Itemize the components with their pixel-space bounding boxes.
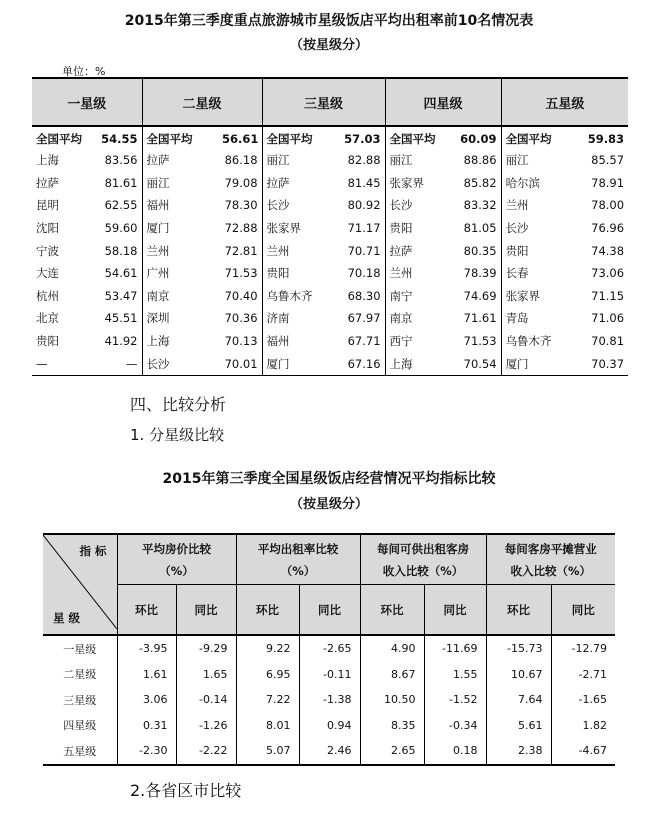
occupancy-value: 79.08 <box>224 175 258 190</box>
indicator-value: -9.29 <box>176 635 236 662</box>
indicator-value: -1.38 <box>299 687 360 713</box>
city-name: 丽江 <box>385 149 456 172</box>
occupancy-value: 88.86 <box>463 153 497 168</box>
indicator-value: -0.34 <box>424 713 486 739</box>
table-row <box>32 285 628 308</box>
city-name: 昆明 <box>36 198 59 213</box>
city-name: 福州 <box>262 330 342 353</box>
group-header-line2: （%） <box>159 563 194 578</box>
occupancy-value: 71.53 <box>463 334 497 349</box>
occupancy-value: 62.55 <box>104 198 138 213</box>
indicator-value: 3.06 <box>117 687 176 713</box>
indicator-value: 2.65 <box>360 738 424 765</box>
indicator-value: 0.18 <box>424 738 486 765</box>
table-row <box>32 330 628 353</box>
city-name: 哈尔滨 <box>501 172 586 195</box>
city-name: 张家界 <box>501 285 586 308</box>
city-name: 贵阳 <box>385 217 456 240</box>
city-name: 拉萨 <box>262 172 342 195</box>
indicator-value: 1.65 <box>176 662 236 688</box>
city-name: 深圳 <box>142 307 222 330</box>
corner-label-star: 星 级 <box>53 611 81 625</box>
city-name: 上海 <box>142 330 222 353</box>
indicator-value: 0.31 <box>117 713 176 739</box>
table-row <box>43 738 615 765</box>
city-name: 兰州 <box>142 239 222 262</box>
group-header-line1: 每间可供出租客房 <box>377 541 469 556</box>
occupancy-value: 85.57 <box>591 153 625 168</box>
table-row <box>32 352 628 375</box>
occupancy-value: 45.51 <box>104 311 138 326</box>
header-1-star: 一星级 <box>32 78 142 126</box>
city-name: 长沙 <box>385 194 456 217</box>
occupancy-value: 67.97 <box>347 311 381 326</box>
table2-header-row-1 <box>43 534 615 585</box>
city-name: 兰州 <box>385 262 456 285</box>
occupancy-value: 78.00 <box>591 198 625 213</box>
city-name: 厦门 <box>262 352 342 375</box>
subheader-yoy: 同比 <box>551 585 615 636</box>
occupancy-value: 70.18 <box>347 266 381 281</box>
city-name: 兰州 <box>501 194 586 217</box>
indicator-value: 4.90 <box>360 635 424 662</box>
indicator-value: -0.11 <box>299 662 360 688</box>
indicator-value: 0.94 <box>299 713 360 739</box>
city-name: 沈阳 <box>36 221 59 236</box>
header-5-star: 五星级 <box>501 78 628 126</box>
indicator-value: 7.22 <box>236 687 299 713</box>
occupancy-value: 81.05 <box>463 221 497 236</box>
occupancy-value: 81.45 <box>347 175 381 190</box>
subheader-yoy: 同比 <box>299 585 360 636</box>
city-name: 广州 <box>142 262 222 285</box>
occupancy-value: 54.55 <box>101 132 138 146</box>
occupancy-value: 54.61 <box>104 266 138 281</box>
table1-header-row <box>32 78 628 126</box>
indicator-value: 1.61 <box>117 662 176 688</box>
city-name: 张家界 <box>262 217 342 240</box>
occupancy-value: 78.91 <box>591 175 625 190</box>
occupancy-value: 70.37 <box>586 352 628 375</box>
city-name: 南宁 <box>385 285 456 308</box>
indicator-value: -11.69 <box>424 635 486 662</box>
occupancy-value: 60.09 <box>460 132 497 146</box>
occupancy-value: 70.71 <box>347 243 381 258</box>
corner-label-indicator: 指 标 <box>79 544 107 558</box>
indicator-value: -4.67 <box>551 738 615 765</box>
city-name: 长春 <box>501 262 586 285</box>
city-name: 福州 <box>142 194 222 217</box>
city-name: 拉萨 <box>385 239 456 262</box>
city-name: 丽江 <box>142 172 222 195</box>
indicator-value: 2.38 <box>486 738 551 765</box>
table1-unit: 单位：% <box>62 65 106 78</box>
header-4-star: 四星级 <box>385 78 501 126</box>
city-name: 南京 <box>142 285 222 308</box>
city-name: 全国平均 <box>501 126 586 149</box>
indicator-value: 8.01 <box>236 713 299 739</box>
header-2-star: 二星级 <box>142 78 262 126</box>
group-header-line2: 收入比较（%） <box>382 563 464 578</box>
table2-corner-cell <box>43 534 117 635</box>
indicator-value: 1.55 <box>424 662 486 688</box>
indicator-value: -2.22 <box>176 738 236 765</box>
indicator-value: -2.65 <box>299 635 360 662</box>
city-name: 贵阳 <box>501 239 586 262</box>
occupancy-value: 70.36 <box>224 311 258 326</box>
indicator-value: 1.82 <box>551 713 615 739</box>
star-level-label: 五星级 <box>43 738 117 765</box>
table-row <box>32 194 628 217</box>
star-level-label: 二星级 <box>63 668 97 682</box>
indicator-value: 10.67 <box>486 662 551 688</box>
occupancy-value: 72.81 <box>224 243 258 258</box>
table-row <box>43 662 615 688</box>
table2-header-row-2 <box>43 585 615 636</box>
occupancy-value: 78.39 <box>463 266 497 281</box>
city-name: 北京 <box>36 311 59 326</box>
city-name: 厦门 <box>142 217 222 240</box>
indicator-value: -12.79 <box>551 635 615 662</box>
occupancy-value: 73.06 <box>591 266 625 281</box>
indicator-value: -0.14 <box>176 687 236 713</box>
indicator-value: -1.52 <box>424 687 486 713</box>
subheader-mom: 环比 <box>236 585 299 636</box>
occupancy-value: 70.81 <box>591 334 625 349</box>
city-name: 张家界 <box>385 172 456 195</box>
city-name: 西宁 <box>385 330 456 353</box>
city-name: 长沙 <box>501 217 586 240</box>
city-name: 全国平均 <box>142 126 222 149</box>
occupancy-value: 82.88 <box>347 153 381 168</box>
occupancy-value: 58.18 <box>104 243 138 258</box>
occupancy-value: 59.60 <box>104 221 138 236</box>
city-name: 长沙 <box>142 352 222 375</box>
occupancy-value: 53.47 <box>104 288 138 303</box>
city-name: 上海 <box>36 153 59 168</box>
occupancy-value: 70.13 <box>224 334 258 349</box>
indicator-value: 7.64 <box>486 687 551 713</box>
occupancy-value: 57.03 <box>344 132 381 146</box>
occupancy-value: 72.88 <box>224 221 258 236</box>
occupancy-value: 83.32 <box>463 198 497 213</box>
occupancy-value: 71.17 <box>347 221 381 236</box>
occupancy-value: 70.40 <box>224 288 258 303</box>
subsection-heading-by-star: 1. 分星级比较 <box>130 426 225 444</box>
occupancy-value: 71.06 <box>591 311 625 326</box>
occupancy-value: 71.61 <box>463 311 497 326</box>
occupancy-value: 67.71 <box>347 334 381 349</box>
indicator-value: 9.22 <box>236 635 299 662</box>
occupancy-value: 86.18 <box>224 153 258 168</box>
occupancy-value: 74.38 <box>591 243 625 258</box>
city-name: 贵阳 <box>262 262 342 285</box>
city-name: 南京 <box>385 307 456 330</box>
group-header-revpar <box>360 534 486 585</box>
group-header-revenue-per-room <box>486 534 615 585</box>
city-name: 长沙 <box>262 194 342 217</box>
group-header-line2: 收入比较（%） <box>510 563 592 578</box>
city-name: 全国平均 <box>262 126 342 149</box>
indicator-value: 5.61 <box>486 713 551 739</box>
indicator-value: 10.50 <box>360 687 424 713</box>
city-name: 宁波 <box>36 243 59 258</box>
occupancy-value: 85.82 <box>463 175 497 190</box>
city-name: 拉萨 <box>36 175 59 190</box>
table-row <box>32 239 628 262</box>
group-header-line1: 每间客房平摊营业 <box>504 541 597 556</box>
star-level-label: 一星级 <box>63 642 97 656</box>
indicator-value: 6.95 <box>236 662 299 688</box>
group-header-avg-room-price <box>117 534 236 585</box>
occupancy-value: 81.61 <box>104 175 138 190</box>
city-name: 济南 <box>262 307 342 330</box>
indicator-value: 8.67 <box>360 662 424 688</box>
city-name: 拉萨 <box>142 149 222 172</box>
table2-subtitle: （按星级分） <box>289 497 368 512</box>
occupancy-top10-table <box>32 77 628 376</box>
subheader-yoy: 同比 <box>424 585 486 636</box>
occupancy-value: 80.35 <box>463 243 497 258</box>
occupancy-value: 56.61 <box>222 132 259 146</box>
city-name: 兰州 <box>262 239 342 262</box>
subsection-heading-by-province: 2.各省区市比较 <box>130 781 242 800</box>
subheader-yoy: 同比 <box>176 585 236 636</box>
city-name: 全国平均 <box>36 132 82 146</box>
indicator-value: -2.30 <box>117 738 176 765</box>
group-header-line2: （%） <box>280 563 316 578</box>
indicator-value: 8.35 <box>360 713 424 739</box>
table-row <box>32 262 628 285</box>
city-name: — <box>32 352 100 375</box>
city-name: 青岛 <box>501 307 586 330</box>
city-name: 全国平均 <box>385 126 456 149</box>
city-name: 上海 <box>385 352 456 375</box>
subheader-mom: 环比 <box>360 585 424 636</box>
city-name: 丽江 <box>501 149 586 172</box>
indicator-value: -1.26 <box>176 713 236 739</box>
occupancy-value: 67.16 <box>342 352 385 375</box>
occupancy-value: 76.96 <box>591 221 625 236</box>
subheader-mom: 环比 <box>486 585 551 636</box>
indicator-value: 5.07 <box>236 738 299 765</box>
group-header-line1: 平均出租率比较 <box>257 541 339 556</box>
table-row <box>32 307 628 330</box>
table-row <box>32 126 628 149</box>
group-header-line1: 平均房价比较 <box>142 541 211 556</box>
occupancy-value: 70.54 <box>456 352 501 375</box>
occupancy-value: — <box>100 352 142 375</box>
occupancy-value: 70.01 <box>222 352 262 375</box>
table1-subtitle: （按星级分） <box>289 38 368 53</box>
occupancy-value: 71.15 <box>591 288 625 303</box>
occupancy-value: 83.56 <box>104 153 138 168</box>
table1-title: 2015年第三季度重点旅游城市星级饭店平均出租率前10名情况表 <box>124 13 534 29</box>
occupancy-value: 68.30 <box>347 288 381 303</box>
occupancy-value: 41.92 <box>104 334 138 349</box>
indicator-value: -15.73 <box>486 635 551 662</box>
indicator-value: -3.95 <box>117 635 176 662</box>
occupancy-value: 71.53 <box>224 266 258 281</box>
indicator-value: -2.71 <box>551 662 615 688</box>
city-name: 厦门 <box>501 352 586 375</box>
table-row <box>43 713 615 739</box>
city-name: 乌鲁木齐 <box>501 330 586 353</box>
table-row <box>43 687 615 713</box>
occupancy-value: 78.30 <box>224 198 258 213</box>
indicator-value: 2.46 <box>299 738 360 765</box>
table-row <box>32 172 628 195</box>
indicator-comparison-table <box>43 533 615 766</box>
subheader-mom: 环比 <box>117 585 176 636</box>
table-row <box>32 149 628 172</box>
city-name: 贵阳 <box>36 334 59 349</box>
city-name: 大连 <box>36 266 59 281</box>
section-heading-comparison: 四、比较分析 <box>130 395 227 414</box>
city-name: 杭州 <box>36 288 59 303</box>
table-row <box>43 635 615 662</box>
table2-title: 2015年第三季度全国星级饭店经营情况平均指标比较 <box>162 471 496 487</box>
star-level-label: 三星级 <box>63 693 97 707</box>
group-header-avg-occupancy <box>236 534 360 585</box>
occupancy-value: 80.92 <box>347 198 381 213</box>
indicator-value: -1.65 <box>551 687 615 713</box>
star-level-label: 四星级 <box>63 719 97 733</box>
occupancy-value: 74.69 <box>463 288 497 303</box>
table-row <box>32 217 628 240</box>
occupancy-value: 59.83 <box>587 132 625 146</box>
city-name: 丽江 <box>262 149 342 172</box>
header-3-star: 三星级 <box>262 78 385 126</box>
city-name: 乌鲁木齐 <box>262 285 342 308</box>
